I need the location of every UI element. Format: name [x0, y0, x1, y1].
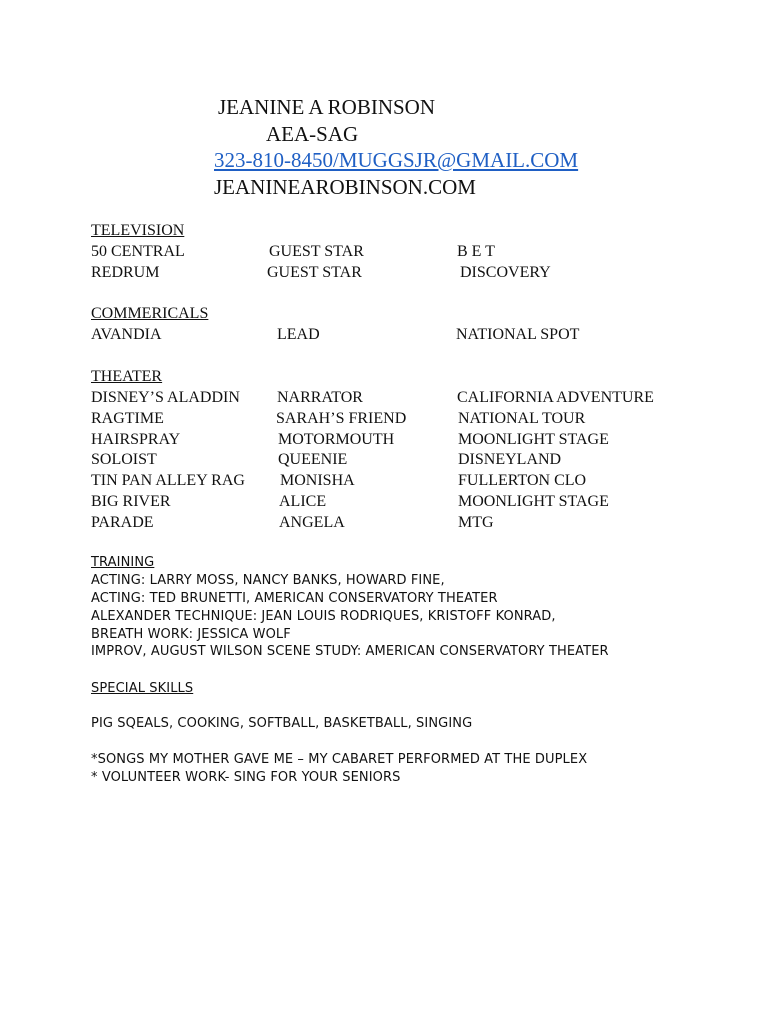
- commercial-row-type: NATIONAL SPOT: [456, 326, 580, 343]
- tv-row-network: B E T: [457, 243, 495, 260]
- theater-row-title: TIN PAN ALLEY RAG: [91, 472, 245, 489]
- theater-row-role: SARAH’S FRIEND: [276, 410, 407, 427]
- tv-row-title: REDRUM: [91, 264, 160, 281]
- website-text: JEANINEAROBINSON.COM: [214, 175, 476, 199]
- training-line: BREATH WORK: JESSICA WOLF: [91, 627, 291, 642]
- resume-name: JEANINE A ROBINSON: [218, 95, 436, 119]
- theater-row-role: ALICE: [279, 493, 327, 510]
- training-line: ACTING: TED BRUNETTI, AMERICAN CONSERVATORY THEATER: [91, 591, 498, 606]
- theater-row-role: ANGELA: [279, 514, 345, 531]
- theater-row-venue: MTG: [458, 514, 494, 531]
- training-heading: TRAINING: [91, 555, 155, 570]
- note-line: * VOLUNTEER WORK- SING FOR YOUR SENIORS: [91, 770, 401, 785]
- theater-row-role: NARRATOR: [277, 389, 363, 406]
- commercials-heading: COMMERICALS: [91, 305, 209, 322]
- theater-row-role: MONISHA: [280, 472, 355, 489]
- theater-row-title: BIG RIVER: [91, 493, 171, 510]
- training-line: ALEXANDER TECHNIQUE: JEAN LOUIS RODRIQUES, KRISTOFF KONRAD,: [91, 609, 556, 624]
- theater-row-title: HAIRSPRAY: [91, 431, 181, 448]
- special-skills-heading: SPECIAL SKILLS: [91, 681, 194, 696]
- commercial-row-title: AVANDIA: [91, 326, 162, 343]
- training-line: IMPROV, AUGUST WILSON SCENE STUDY: AMERICAN CONSERVATORY THEATER: [91, 644, 609, 659]
- theater-row-title: PARADE: [91, 514, 154, 531]
- theater-heading: THEATER: [91, 368, 163, 385]
- theater-row-venue: NATIONAL TOUR: [458, 410, 586, 427]
- union-affiliation: AEA-SAG: [266, 122, 359, 146]
- theater-row-venue: FULLERTON CLO: [458, 472, 587, 489]
- television-heading: TELEVISION: [91, 222, 185, 239]
- commercial-row-role: LEAD: [277, 326, 320, 343]
- theater-row-role: QUEENIE: [278, 451, 348, 468]
- theater-row-role: MOTORMOUTH: [278, 431, 395, 448]
- tv-row-role: GUEST STAR: [267, 264, 362, 281]
- theater-row-venue: MOONLIGHT STAGE: [458, 493, 609, 510]
- theater-row-venue: DISNEYLAND: [458, 451, 562, 468]
- theater-row-title: RAGTIME: [91, 410, 164, 427]
- skills-list: PIG SQEALS, COOKING, SOFTBALL, BASKETBALL, SINGING: [91, 716, 473, 731]
- tv-row-network: DISCOVERY: [460, 264, 551, 281]
- theater-row-venue: CALIFORNIA ADVENTURE: [457, 389, 654, 406]
- theater-row-title: DISNEY’S ALADDIN: [91, 389, 240, 406]
- note-line: *SONGS MY MOTHER GAVE ME – MY CABARET PERFORMED AT THE DUPLEX: [91, 752, 588, 767]
- tv-row-role: GUEST STAR: [269, 243, 364, 260]
- contact-link[interactable]: 323-810-8450/MUGGSJR@GMAIL.COM: [214, 148, 579, 172]
- theater-row-title: SOLOIST: [91, 451, 157, 468]
- theater-row-venue: MOONLIGHT STAGE: [458, 431, 609, 448]
- training-line: ACTING: LARRY MOSS, NANCY BANKS, HOWARD FINE,: [91, 573, 445, 588]
- tv-row-title: 50 CENTRAL: [91, 243, 185, 260]
